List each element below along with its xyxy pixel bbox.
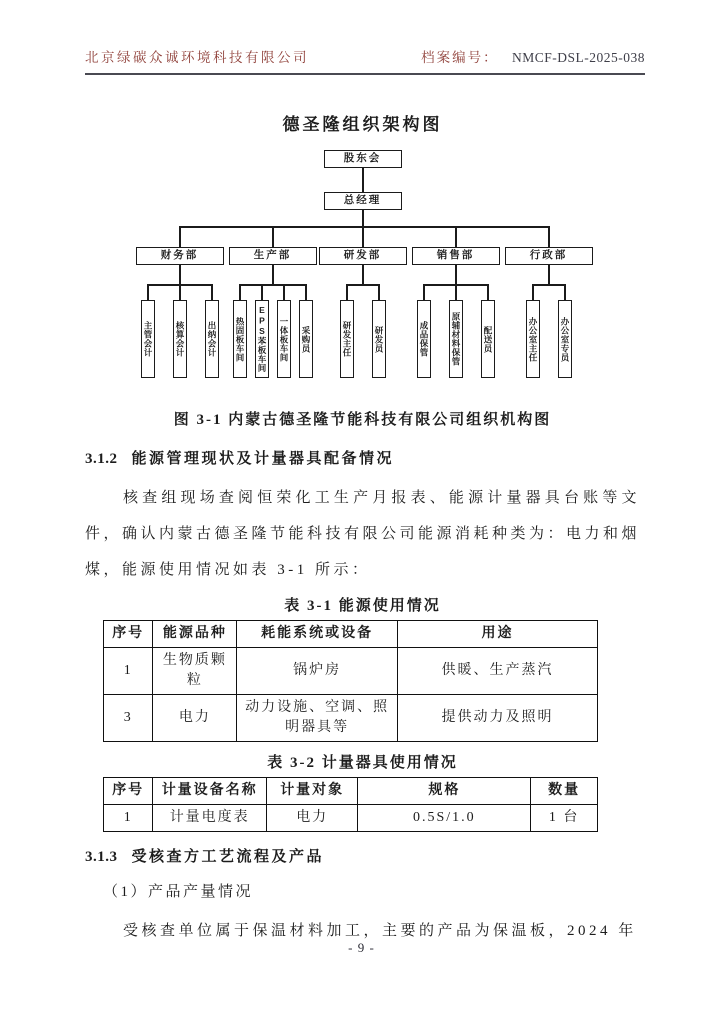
org-children-row [408, 284, 504, 378]
org-child-group [164, 284, 196, 378]
org-child-box: 研发员 [372, 300, 386, 378]
org-connector-line [455, 265, 457, 284]
org-chart-title: 德圣隆组织架构图 [282, 115, 443, 134]
paragraph-product: 受核查单位属于保温材料加工，主要的产品为保温板，2024 年 [123, 923, 637, 939]
page-content [85, 110, 640, 949]
section-number: 3.1.2 [85, 451, 118, 467]
table-header-cell: 序号 [104, 621, 153, 648]
table-cell: 锅炉房 [237, 648, 398, 695]
table-cell: 动力设施、空调、照明器具等 [237, 695, 398, 742]
org-child-group [273, 284, 295, 378]
org-child-group [472, 284, 504, 378]
org-child-group [229, 284, 251, 378]
table-cell: 1 [104, 648, 153, 695]
org-dept-group [504, 226, 594, 378]
table-header-cell: 序号 [104, 778, 153, 805]
section-title: 受核查方工艺流程及产品 [131, 849, 325, 865]
page-header [85, 46, 645, 75]
org-child-group [251, 284, 273, 378]
table-header-cell: 数量 [531, 778, 598, 805]
table-row [104, 695, 598, 742]
table-header-row [104, 621, 598, 648]
company-name: 北京绿碳众诚环境科技有限公司 [85, 50, 309, 65]
table-row [104, 648, 598, 695]
table-cell: 1 [104, 805, 153, 832]
org-child-group [440, 284, 472, 378]
org-child-box: 采购员 [299, 300, 313, 378]
metering-devices-table [103, 777, 598, 832]
table-3-1-caption: 表 3-1 能源使用情况 [284, 598, 441, 614]
org-child-group [196, 284, 228, 378]
section-title: 能源管理现状及计量器具配备情况 [131, 451, 395, 467]
table-row [104, 805, 598, 832]
table-cell: 电力 [267, 805, 358, 832]
org-child-box: 一体板车间 [277, 300, 291, 378]
figure-caption: 图 3-1 内蒙古德圣隆节能科技有限公司组织机构图 [173, 412, 552, 428]
org-child-box: 核算会计 [173, 300, 187, 378]
table-cell: 供暖、生产蒸汽 [397, 648, 597, 695]
org-dept-box: 研发部 [319, 247, 407, 265]
org-child-group [363, 284, 395, 378]
org-child-box: 成品保管 [417, 300, 431, 378]
table-cell: 0.5S/1.0 [358, 805, 531, 832]
section-heading-313 [85, 845, 640, 866]
org-child-box: 研发主任 [340, 300, 354, 378]
section-heading-312 [85, 447, 640, 468]
org-child-group [408, 284, 440, 378]
org-dept-box: 生产部 [229, 247, 317, 265]
org-dept-box: 销售部 [412, 247, 500, 265]
org-node-general-manager: 总经理 [324, 192, 402, 210]
org-dept-group [228, 226, 318, 378]
archive-number-group [421, 46, 645, 66]
org-child-box: 热固板车间 [233, 300, 247, 378]
org-dept-box: 财务部 [136, 247, 224, 265]
org-child-box: 出纳会计 [205, 300, 219, 378]
org-node-shareholders: 股东会 [324, 150, 402, 168]
list-item-product-output: （1）产品产量情况 [103, 884, 254, 900]
table-header-cell: 用途 [397, 621, 597, 648]
table-header-cell: 计量设备名称 [153, 778, 267, 805]
org-child-group [549, 284, 581, 378]
org-children-row [229, 284, 317, 378]
archive-number: NMCF-DSL-2025-038 [511, 50, 645, 65]
org-child-box: 主管会计 [141, 300, 155, 378]
table-cell: 3 [104, 695, 153, 742]
org-dept-group [408, 226, 504, 378]
table-header-cell: 能源品种 [153, 621, 237, 648]
org-connector-line [362, 265, 364, 284]
org-child-box: 办公室专员 [558, 300, 572, 378]
table-cell: 1 台 [531, 805, 598, 832]
table-cell: 计量电度表 [153, 805, 267, 832]
org-child-box: 配送员 [481, 300, 495, 378]
org-children-row [331, 284, 395, 378]
org-child-box: EPS苯板车间 [255, 300, 269, 378]
table-header-row [104, 778, 598, 805]
org-dept-group [318, 226, 408, 378]
org-connector-line [362, 168, 364, 192]
org-children-row [132, 284, 228, 378]
table-header-cell: 规格 [358, 778, 531, 805]
org-child-group [295, 284, 317, 378]
org-child-box: 办公室主任 [526, 300, 540, 378]
energy-usage-table [103, 620, 598, 742]
section-number: 3.1.3 [85, 849, 118, 865]
page-number: - 9 - [348, 940, 375, 955]
org-dept-group [132, 226, 228, 378]
org-dept-row [132, 226, 594, 378]
org-child-box: 原辅材料保管 [449, 300, 463, 378]
table-header-cell: 计量对象 [267, 778, 358, 805]
org-connector-line [548, 265, 550, 284]
table-3-2-caption: 表 3-2 计量器具使用情况 [267, 755, 458, 771]
org-child-group [132, 284, 164, 378]
org-connector-line [272, 265, 274, 284]
table-header-cell: 耗能系统或设备 [237, 621, 398, 648]
org-connector-line [362, 210, 364, 226]
org-child-group [331, 284, 363, 378]
org-child-group [517, 284, 549, 378]
org-dept-box: 行政部 [505, 247, 593, 265]
archive-label: 档案编号： [421, 50, 499, 65]
table-cell: 电力 [153, 695, 237, 742]
org-children-row [517, 284, 581, 378]
table-cell: 提供动力及照明 [397, 695, 597, 742]
table-cell: 生物质颗粒 [153, 648, 237, 695]
org-connector-line [179, 265, 181, 284]
paragraph-energy: 核查组现场查阅恒荣化工生产月报表、能源计量器具台账等文件，确认内蒙古德圣隆节能科技有限公司能源消耗种类为：电力和烟煤，能源使用情况如表 3-1 所示： [85, 490, 641, 578]
org-chart [132, 150, 594, 378]
